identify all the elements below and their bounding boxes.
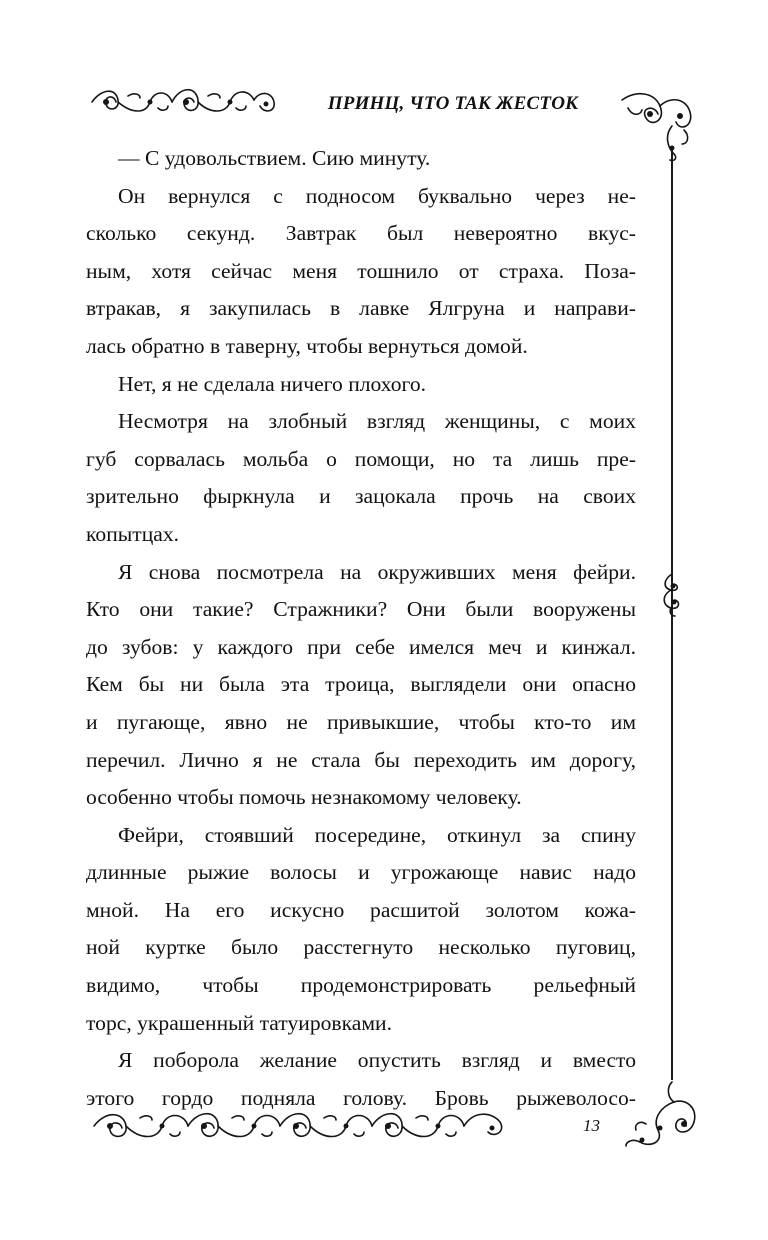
text-line: Нет, я не сделала ничего плохого. (118, 371, 427, 396)
text-line: перечил. Лично я не стала бы переходить им дорогу, (86, 747, 636, 772)
text-line: лась обратно в таверну, чтобы вернуться домой. (86, 333, 528, 358)
text-line: Он вернулся с подносом буквально через не- (118, 183, 636, 208)
text-line: и пугающе, явно не привыкшие, чтобы кто-то им (86, 709, 636, 734)
text-line: особенно чтобы помочь незнакомому человеку. (86, 785, 522, 810)
text-line: видимо, чтобы продемонстрировать рельефный (86, 973, 636, 998)
text-line: этого гордо подняла голову. Бровь рыжеволосо- (86, 1085, 636, 1110)
text-line: мной. На его искусно расшитой золотом кожа- (86, 897, 636, 922)
running-title: ПРИНЦ, ЧТО ТАК ЖЕСТОК (327, 93, 579, 114)
text-line: копытцах. (86, 521, 180, 546)
corner-flourish-bottom-ornament (622, 1080, 702, 1150)
text-line: — С удовольствием. Сию минуту. (118, 146, 431, 170)
text-line: ным, хотя сейчас меня тошнило от страха. Поза- (86, 258, 636, 283)
text-line: Я поборола желание опустить взгляд и вместо (118, 1048, 636, 1073)
text-line: Фейри, стоявший посередине, откинул за спину (118, 822, 636, 847)
text-line: Кто они такие? Стражники? Они были вооружены (86, 597, 636, 622)
text-line: длинные рыжие волосы и угрожающе навис надо (86, 860, 636, 885)
text-line: Кем бы ни была эта троица, выглядели они опасно (86, 672, 636, 697)
header-flourish-ornament (88, 84, 278, 120)
text-line: Несмотря на злобный взгляд женщины, с моих (118, 409, 636, 434)
text-line: сколько секунд. Завтрак был невероятно вкус- (86, 221, 636, 246)
text-line: губ сорвалась мольба о помощи, но та лишь пре- (86, 446, 636, 471)
text-line: ной куртке было расстегнуто несколько пуговиц, (86, 935, 636, 960)
side-flourish-ornament (655, 572, 689, 618)
text-line: Я снова посмотрела на окруживших меня фейри. (118, 559, 636, 584)
footer-flourish-ornament (90, 1106, 510, 1146)
text-line: втракав, я закупилась в лавке Ялгруна и направи- (86, 296, 636, 321)
body-text (86, 140, 636, 1117)
page-number: 13 (583, 1116, 600, 1135)
text-line: зрительно фыркнула и зацокала прочь на своих (86, 484, 636, 509)
text-line: торс, украшенный татуировками. (86, 1010, 392, 1035)
text-line: до зубов: у каждого при себе имелся меч и кинжал. (86, 634, 636, 659)
